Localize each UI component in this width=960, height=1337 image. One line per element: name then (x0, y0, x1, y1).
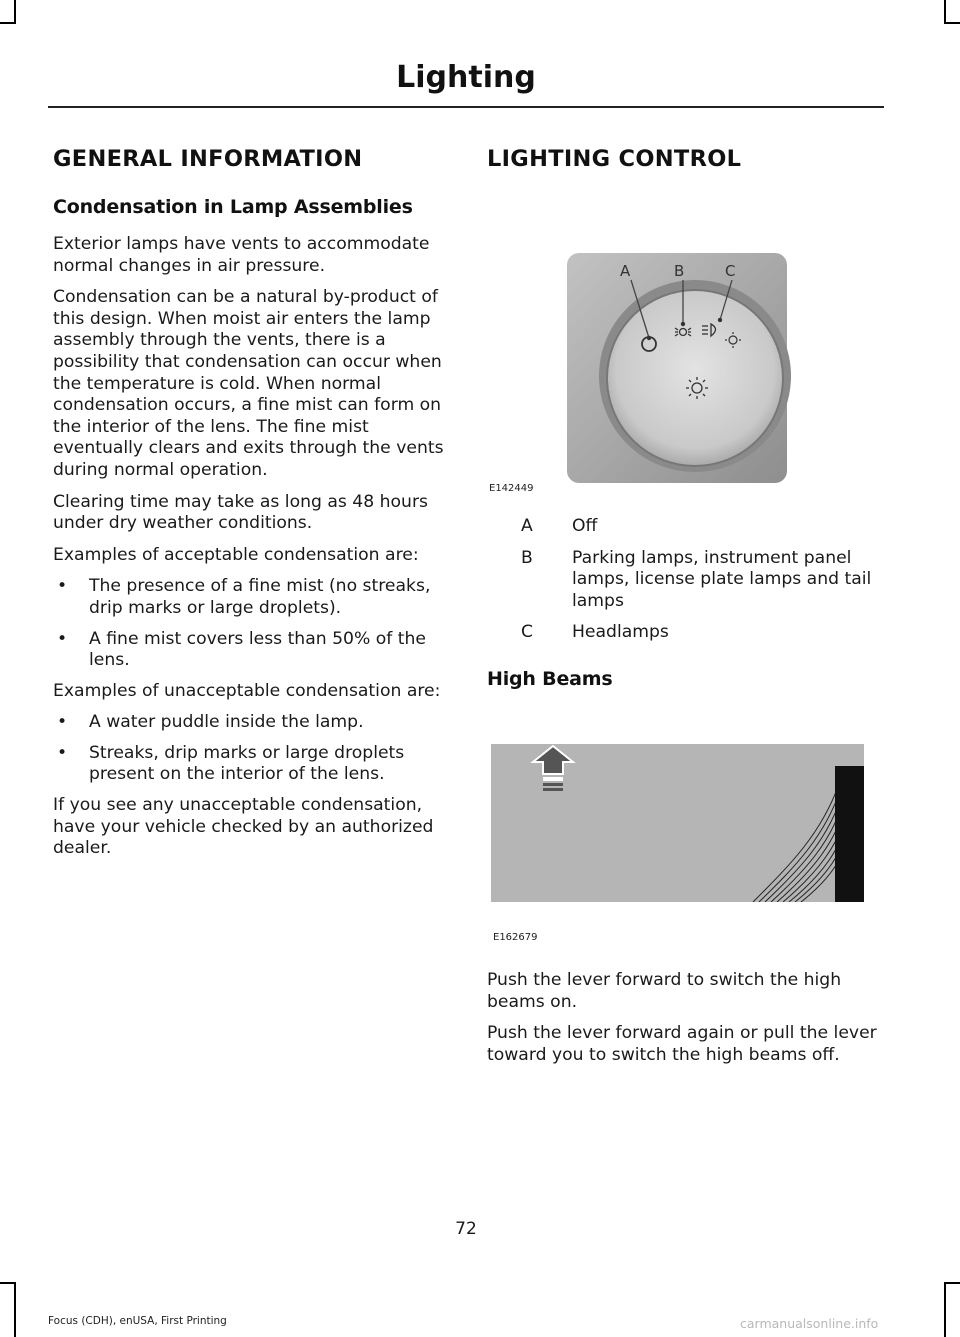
legend-value: Parking lamps, instrument panel lamps, license plate lamps and tail lamps (572, 547, 872, 611)
callout-dot (647, 336, 651, 340)
paragraph: Examples of acceptable condensation are: (53, 544, 419, 565)
list-item: • A fine mist covers less than 50% of the lens. (57, 628, 426, 671)
high-beams-drawing (491, 744, 864, 902)
right-column (487, 140, 887, 1076)
figure-label-c: C (725, 262, 736, 280)
bullet-icon: • (57, 576, 68, 597)
high-beams-figure (487, 706, 887, 996)
list-item: • Streaks, drip marks or large droplets present on the interior of the lens. (57, 742, 405, 785)
lever-edge (835, 766, 864, 902)
general-information-heading: GENERAL INFORMATION (53, 146, 363, 172)
crop-mark (944, 0, 946, 22)
bullet-icon: • (57, 742, 68, 763)
condensation-subheading: Condensation in Lamp Assemblies (53, 196, 413, 218)
bullet-icon: • (57, 712, 68, 733)
legend-value: Off (572, 516, 598, 536)
legend-row (487, 622, 887, 644)
crop-mark (944, 1282, 946, 1337)
up-arrow-icon (533, 746, 573, 791)
paragraph: Clearing time may take as long as 48 hours under dry weather conditions. (53, 491, 428, 534)
page-number: 72 (455, 1219, 477, 1239)
legend-value: Headlamps (572, 622, 669, 643)
left-column (53, 140, 449, 870)
high-beams-subheading: High Beams (487, 667, 613, 690)
callout-dot (681, 322, 685, 326)
watermark: carmanualsonline.info (740, 1316, 879, 1331)
header-divider (48, 106, 884, 108)
paragraph: Push the lever forward to switch the high beams on. (487, 969, 842, 1012)
lighting-control-figure (487, 188, 807, 494)
legend-row (487, 516, 887, 538)
crop-mark (14, 0, 16, 22)
paragraph: Push the lever forward again or pull the lever toward you to switch the high beams off. (487, 1023, 877, 1065)
paragraph: Exterior lamps have vents to accommodate normal changes in air pressure. (53, 234, 430, 276)
list-item: • A water puddle inside the lamp. (57, 712, 364, 733)
paragraph: Condensation can be a natural by-product of this design. When moist air enters the lamp assembly through the vents, there is a possibility that condensation can occur when the temperature is cold. When normal condensation occurs, a fine mist can form on the interior of the lens. The fine mist eventually clears and exits through the vents during normal operation. (53, 287, 444, 480)
legend-key: B (521, 547, 533, 568)
lighting-control-heading: LIGHTING CONTROL (487, 146, 742, 172)
paragraph: If you see any unacceptable condensation, have your vehicle checked by an authorized dealer. (53, 795, 434, 859)
list-item: • The presence of a fine mist (no streaks, drip marks or large droplets). (57, 576, 431, 618)
crop-mark (0, 1282, 16, 1284)
knob-face (607, 290, 783, 466)
figure-code: E162679 (493, 931, 538, 943)
crop-mark (0, 22, 16, 24)
crop-mark (944, 22, 960, 24)
high-beams-illustration (491, 744, 864, 902)
legend-key: C (521, 622, 534, 643)
callout-dot (718, 318, 722, 322)
lighting-knob-illustration (487, 188, 807, 488)
crop-mark (944, 1282, 960, 1284)
footer-text: Focus (CDH), enUSA, First Printing (48, 1315, 227, 1327)
page-title: Lighting (396, 60, 536, 95)
legend-table (487, 516, 887, 644)
figure-code: E142449 (489, 483, 534, 494)
legend-key: A (521, 516, 533, 536)
crop-mark (14, 1282, 16, 1337)
figure-label-a: A (620, 262, 631, 280)
bullet-icon: • (57, 628, 68, 649)
paragraph: Examples of unacceptable condensation are: (53, 680, 441, 701)
figure-label-b: B (674, 262, 685, 280)
legend-row (487, 548, 887, 613)
